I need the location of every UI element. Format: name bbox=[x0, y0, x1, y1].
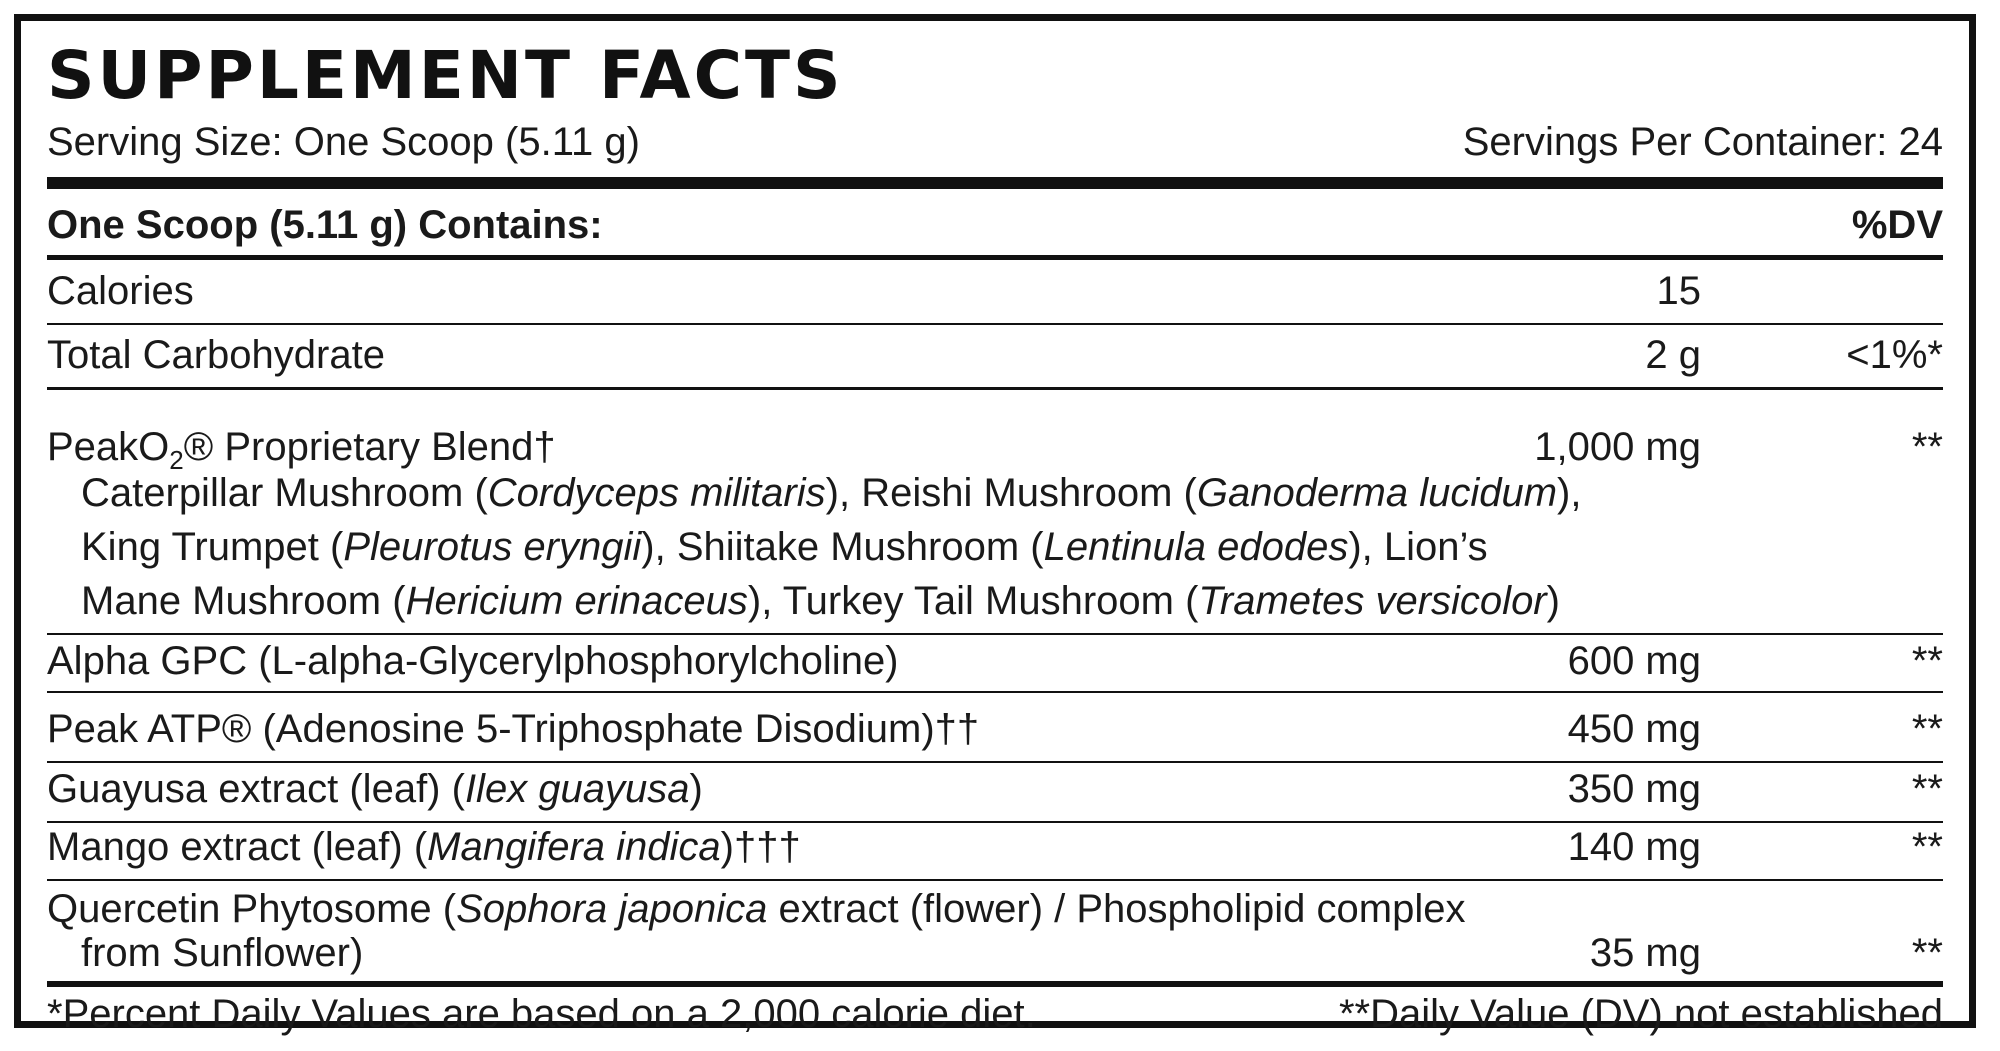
divider bbox=[47, 387, 1943, 390]
latin-name: Ilex guayusa bbox=[464, 767, 690, 811]
divider bbox=[47, 879, 1943, 881]
blend-name-a: PeakO bbox=[47, 425, 170, 469]
nutrient-dv: ** bbox=[1911, 425, 1943, 469]
contains-header-row bbox=[47, 199, 1943, 251]
blend-name-b: ® Proprietary Blend† bbox=[183, 425, 556, 469]
text: ), Shiitake Mushroom ( bbox=[641, 525, 1044, 569]
blend-ingredients-line-3 bbox=[47, 575, 1943, 627]
row-total-carbohydrate bbox=[47, 329, 1943, 381]
text: Mango extract (leaf) ( bbox=[47, 825, 428, 869]
text: Quercetin Phytosome ( bbox=[47, 887, 457, 931]
text: ), bbox=[1557, 471, 1582, 515]
text: ) bbox=[1546, 579, 1560, 623]
nutrient-name: Peak ATP® (Adenosine 5-Triphosphate Disodium)†† bbox=[47, 707, 980, 751]
text: King Trumpet ( bbox=[81, 525, 344, 569]
nutrient-name bbox=[47, 825, 801, 869]
blend-name-sub: 2 bbox=[169, 445, 184, 475]
nutrient-dv: <1%* bbox=[1846, 333, 1943, 377]
nutrient-dv: ** bbox=[1911, 639, 1943, 683]
dv-header: %DV bbox=[1851, 203, 1943, 247]
row-mango bbox=[47, 821, 1943, 873]
nutrient-amount: 35 mg bbox=[1589, 931, 1701, 975]
footnote-dv-not-established: **Daily Value (DV) not established bbox=[1338, 992, 1943, 1036]
text: )††† bbox=[720, 825, 801, 869]
nutrient-name: Calories bbox=[47, 269, 194, 313]
latin-name: Pleurotus eryngii bbox=[343, 525, 642, 569]
latin-name: Cordyceps militaris bbox=[487, 471, 826, 515]
text: extract (flower) / Phospholipid complex bbox=[767, 887, 1466, 931]
nutrient-name bbox=[47, 887, 1466, 931]
latin-name: Mangifera indica bbox=[427, 825, 721, 869]
text: Caterpillar Mushroom ( bbox=[81, 471, 488, 515]
row-guayusa bbox=[47, 763, 1943, 815]
servings-per-container: Servings Per Container: 24 bbox=[1462, 120, 1943, 164]
panel-title: SUPPLEMENT FACTS bbox=[47, 37, 844, 114]
supplement-facts-panel bbox=[14, 14, 1976, 1036]
thick-divider bbox=[47, 177, 1943, 189]
nutrient-name bbox=[47, 425, 556, 475]
text: ) bbox=[689, 767, 703, 811]
nutrient-name-cont: from Sunflower) bbox=[81, 931, 364, 975]
divider bbox=[47, 323, 1943, 325]
blend-ingredients-line-2 bbox=[47, 521, 1943, 573]
row-calories bbox=[47, 265, 1943, 317]
nutrient-amount: 2 g bbox=[1645, 333, 1701, 377]
blend-ingredients-line-1 bbox=[47, 467, 1943, 519]
latin-name: Sophora japonica bbox=[456, 887, 768, 931]
divider bbox=[47, 255, 1943, 260]
nutrient-amount: 140 mg bbox=[1567, 825, 1701, 869]
nutrient-amount: 350 mg bbox=[1567, 767, 1701, 811]
text: ), Lion’s bbox=[1348, 525, 1488, 569]
text: ), Reishi Mushroom ( bbox=[825, 471, 1197, 515]
nutrient-amount: 1,000 mg bbox=[1534, 425, 1701, 469]
row-alpha-gpc bbox=[47, 635, 1943, 687]
latin-name: Ganoderma lucidum bbox=[1196, 471, 1558, 515]
nutrient-dv: ** bbox=[1911, 931, 1943, 975]
row-quercetin-line-2 bbox=[47, 927, 1943, 979]
nutrient-dv: ** bbox=[1911, 825, 1943, 869]
text: Guayusa extract (leaf) ( bbox=[47, 767, 465, 811]
nutrient-amount: 15 bbox=[1656, 269, 1701, 313]
nutrient-dv: ** bbox=[1911, 767, 1943, 811]
footnote-percent-dv: *Percent Daily Values are based on a 2,000 calorie diet. bbox=[47, 992, 1036, 1036]
nutrient-amount: 450 mg bbox=[1567, 707, 1701, 751]
footnotes bbox=[47, 989, 1943, 1039]
contains-header: One Scoop (5.11 g) Contains: bbox=[47, 203, 603, 247]
nutrient-name bbox=[47, 767, 703, 811]
latin-name: Trametes versicolor bbox=[1198, 579, 1547, 623]
nutrient-amount: 600 mg bbox=[1567, 639, 1701, 683]
thick-divider bbox=[47, 981, 1943, 987]
text: Mane Mushroom ( bbox=[81, 579, 406, 623]
text: ), Turkey Tail Mushroom ( bbox=[747, 579, 1199, 623]
nutrient-dv: ** bbox=[1911, 707, 1943, 751]
latin-name: Lentinula edodes bbox=[1043, 525, 1349, 569]
nutrient-name: Alpha GPC (L-alpha-Glycerylphosphorylcholine) bbox=[47, 639, 899, 683]
nutrient-name: Total Carbohydrate bbox=[47, 333, 385, 377]
row-peak-atp bbox=[47, 703, 1943, 755]
serving-size: Serving Size: One Scoop (5.11 g) bbox=[47, 120, 640, 164]
divider bbox=[47, 691, 1943, 693]
serving-info bbox=[47, 117, 1943, 167]
latin-name: Hericium erinaceus bbox=[405, 579, 748, 623]
